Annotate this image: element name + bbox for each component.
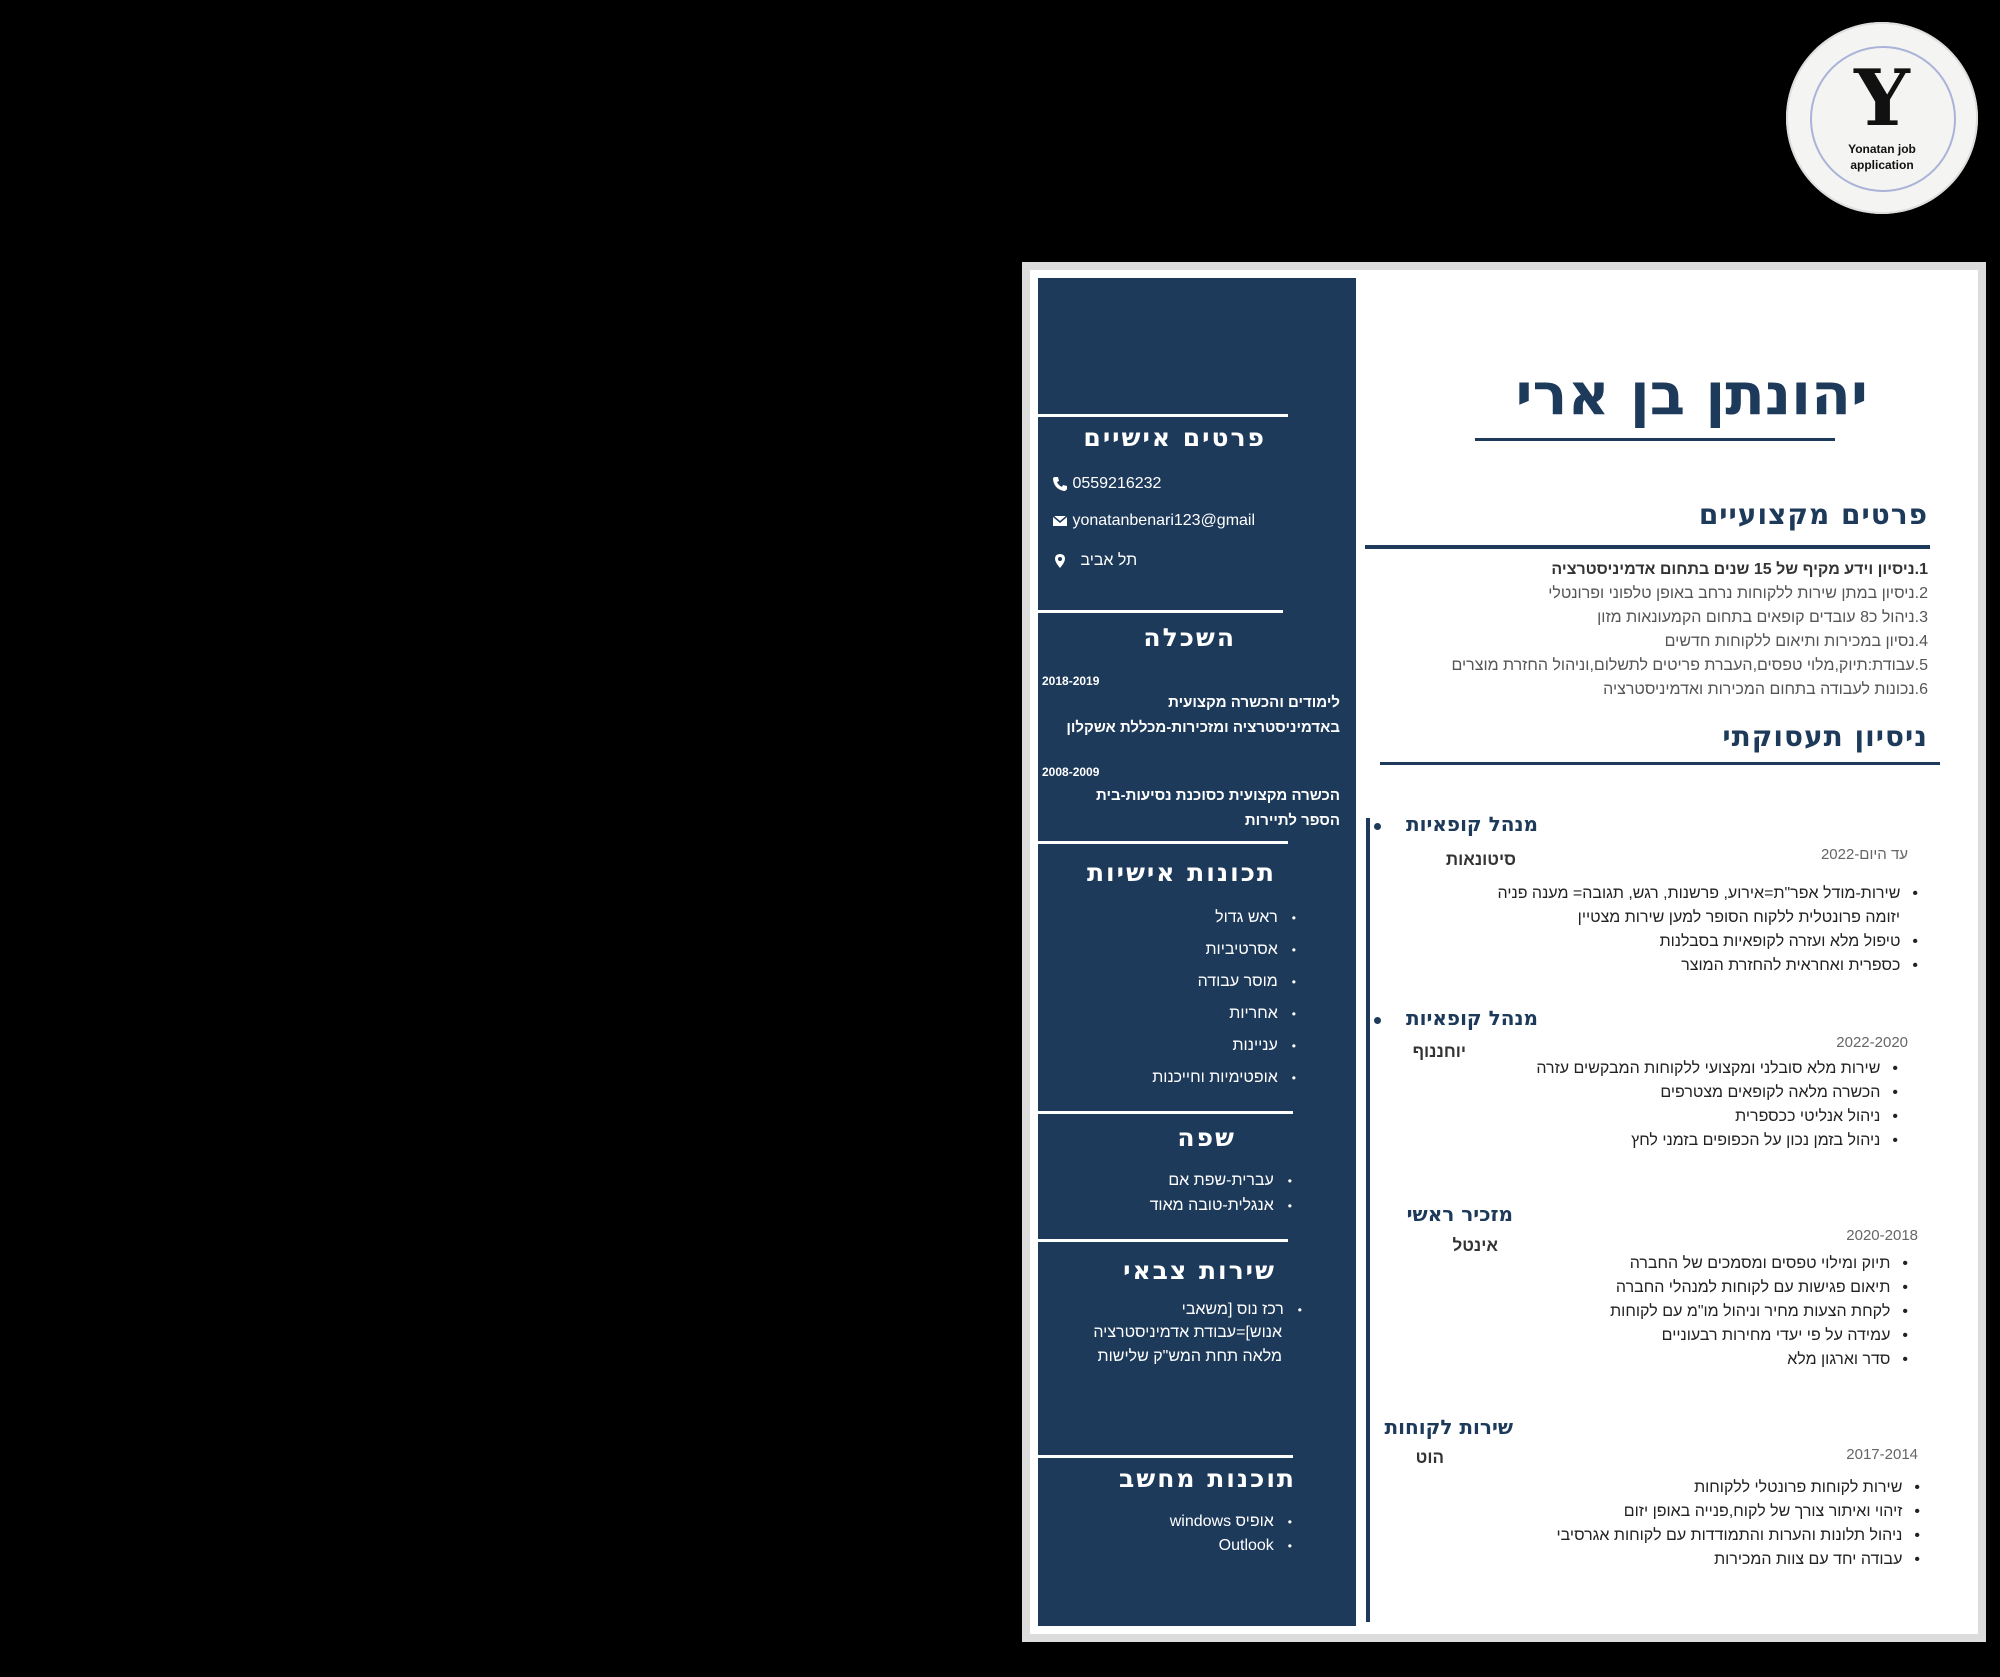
list-item: 2.ניסיון במתן שירות ללקוחות נרחב באופן טלפוני ופרונטלי <box>1548 585 1928 602</box>
military-line-2: אנוש]=עבודת אדמיניסטרציה <box>1093 1324 1282 1341</box>
job-role-1: מנהל קופאיות <box>1405 812 1538 836</box>
traits-list <box>1152 902 1296 1094</box>
list-item: • שירות-מודל אפר"ת=אירוע, פרשנות, רגש, תגובה= מענה פניה <box>1498 882 1918 906</box>
software-title: תוכנות מחשב <box>1119 1464 1296 1493</box>
personal-title: פרטים אישיים <box>1083 423 1266 452</box>
phone-icon <box>1052 476 1068 492</box>
name-underline <box>1475 438 1835 441</box>
professional-rule <box>1365 545 1930 549</box>
logo-badge <box>1786 22 1978 214</box>
list-item: • אחריות <box>1152 998 1296 1030</box>
list-item: • לקחת הצעות מחיר וניהול מו"מ עם לקוחות <box>1610 1300 1908 1324</box>
email-row <box>1052 512 1255 530</box>
job-dates-2: 2022-2020 <box>1836 1034 1908 1051</box>
job-role-2: מנהל קופאיות <box>1405 1006 1538 1030</box>
resume-page <box>1030 270 1978 1634</box>
language-title: שפה <box>1177 1123 1236 1152</box>
divider <box>1038 1239 1288 1242</box>
job-dates-1: עד היום-2022 <box>1820 846 1908 863</box>
location-pin-icon <box>1052 553 1068 569</box>
list-item: • אסרטיביות <box>1152 934 1296 966</box>
list-item: • ראש גדול <box>1152 902 1296 934</box>
education-years-1: 2018-2019 <box>1042 674 1100 688</box>
job-bullets-4 <box>1557 1476 1921 1572</box>
city: תל אביב <box>1080 552 1138 569</box>
education-line-1a: לימודים והכשרה מקצועית <box>1168 694 1340 711</box>
phone-number[interactable]: 0559216232 <box>1072 475 1162 492</box>
education-line-1b: באדמיניסטרציה ומזכירות-מכללת אשקלון <box>1066 719 1340 736</box>
list-item: • מוסר עבודה <box>1152 966 1296 998</box>
logo-letter: Y <box>1854 53 1910 144</box>
list-item: • רכז נוס [משאבי <box>1182 1298 1302 1322</box>
military-list <box>1182 1298 1302 1322</box>
envelope-icon <box>1052 513 1068 529</box>
software-list <box>1170 1510 1292 1558</box>
list-item: • Outlook <box>1170 1534 1292 1558</box>
list-item: • טיפול מלא ועזרה לקופאיות בסבלנות <box>1498 930 1918 954</box>
list-item: • תיוק ומילוי טפסים ומסמכים של החברה <box>1610 1252 1908 1276</box>
divider <box>1038 1111 1293 1114</box>
list-item: יזומה פרונטלית ללקוח הסופר למען שירות מצטיין <box>1577 909 1900 926</box>
list-item: • סדר וארגון מלא <box>1610 1348 1908 1372</box>
job-role-4: שירות לקוחות <box>1384 1415 1513 1439</box>
list-item: 3.ניהול כ8 עובדים קופאים בתחום הקמעונאות מזון <box>1597 609 1928 626</box>
professional-title: פרטים מקצועיים <box>1698 498 1928 531</box>
education-line-2a: הכשרה מקצועית כסוכנת נסיעות-בית <box>1096 787 1340 804</box>
list-item: • עמידה על פי יעדי מחירות רבעוניים <box>1610 1324 1908 1348</box>
email-address[interactable]: yonatanbenari123@gmail <box>1072 512 1256 529</box>
list-item: • אופטימיות וחייכנות <box>1152 1062 1296 1094</box>
education-title: השכלה <box>1143 623 1236 652</box>
language-list <box>1150 1168 1292 1218</box>
education-line-2b: הספר לתיירות <box>1244 812 1340 829</box>
divider <box>1038 1455 1293 1458</box>
list-item: • ניהול תלונות והערות והתמודדות עם לקוחות אגרסיבי <box>1557 1524 1921 1548</box>
traits-title: תכונות אישיות <box>1086 858 1276 887</box>
resume-sidebar <box>1038 278 1356 1626</box>
military-line-3: מלאה תחת המש"ק שלישות <box>1097 1348 1282 1365</box>
job-dates-3: 2020-2018 <box>1846 1227 1918 1244</box>
list-item: 5.עבודת:תיוק,מלוי טפסים,העברת פריטים לתשלום,וניהול החזרת מוצרים <box>1451 657 1928 674</box>
job-bullets-2 <box>1536 1057 1898 1153</box>
job-company-2: יוחננוף <box>1412 1042 1466 1061</box>
list-item: • עברית-שפת אם <box>1150 1168 1292 1193</box>
job-bullets-3 <box>1610 1252 1908 1372</box>
experience-rule <box>1380 762 1940 765</box>
list-item: • זיהוי ואיתור צורך של לקוח,פנייה באופן יזום <box>1557 1500 1921 1524</box>
list-item: • ניהול אנליטי ככספרית <box>1536 1105 1898 1129</box>
job-company-1: סיטונאות <box>1445 850 1516 869</box>
job-role-3: מזכיר ראשי <box>1406 1202 1513 1226</box>
job-bullets-1 <box>1498 882 1918 978</box>
timeline-dot <box>1374 1017 1381 1024</box>
divider <box>1038 841 1288 844</box>
list-item: 4.נסיון במכירות ותיאום ללקוחות חדשים <box>1664 633 1928 650</box>
logo-caption: Yonatan job application <box>1848 142 1916 172</box>
city-row <box>1052 552 1137 570</box>
job-dates-4: 2017-2014 <box>1846 1446 1918 1463</box>
divider <box>1038 414 1288 417</box>
divider <box>1038 610 1283 613</box>
list-item: • כספרית ואחראית להחזרת המוצר <box>1498 954 1918 978</box>
professional-list <box>1451 558 1928 702</box>
list-item: • אופיס windows <box>1170 1510 1292 1534</box>
education-years-2: 2008-2009 <box>1042 765 1100 779</box>
list-item: • ניהול בזמן נכון על הכפופים בזמני לחץ <box>1536 1129 1898 1153</box>
list-item: • הכשרה מלאה לקופאים מצטרפים <box>1536 1081 1898 1105</box>
job-company-3: אינטל <box>1452 1236 1498 1255</box>
timeline-dot <box>1374 823 1381 830</box>
list-item: • אנגלית-טובה מאוד <box>1150 1193 1292 1218</box>
list-item: • שירות מלא סובלני ומקצועי ללקוחות המבקשים עזרה <box>1536 1057 1898 1081</box>
job-company-4: הוט <box>1415 1448 1444 1467</box>
phone-row <box>1052 475 1161 493</box>
list-item: 6.נכונות לעבודה בתחום המכירות ואדמיניסטרציה <box>1603 681 1928 698</box>
list-item: • תיאום פגישות עם לקוחות למנהלי החברה <box>1610 1276 1908 1300</box>
list-item: • עניינות <box>1152 1030 1296 1062</box>
list-item: 1.ניסיון וידע מקיף של 15 שנים בתחום אדמיניסטרציה <box>1551 561 1928 578</box>
military-title: שירות צבאי <box>1123 1256 1276 1285</box>
candidate-name: יהונתן בן ארי <box>1515 360 1868 428</box>
list-item: • עבודה יחד עם צוות המכירות <box>1557 1548 1921 1572</box>
timeline-line <box>1366 818 1370 1622</box>
list-item: • שירות לקוחות פרונטלי ללקוחות <box>1557 1476 1921 1500</box>
experience-title: ניסיון תעסוקתי <box>1722 720 1928 753</box>
